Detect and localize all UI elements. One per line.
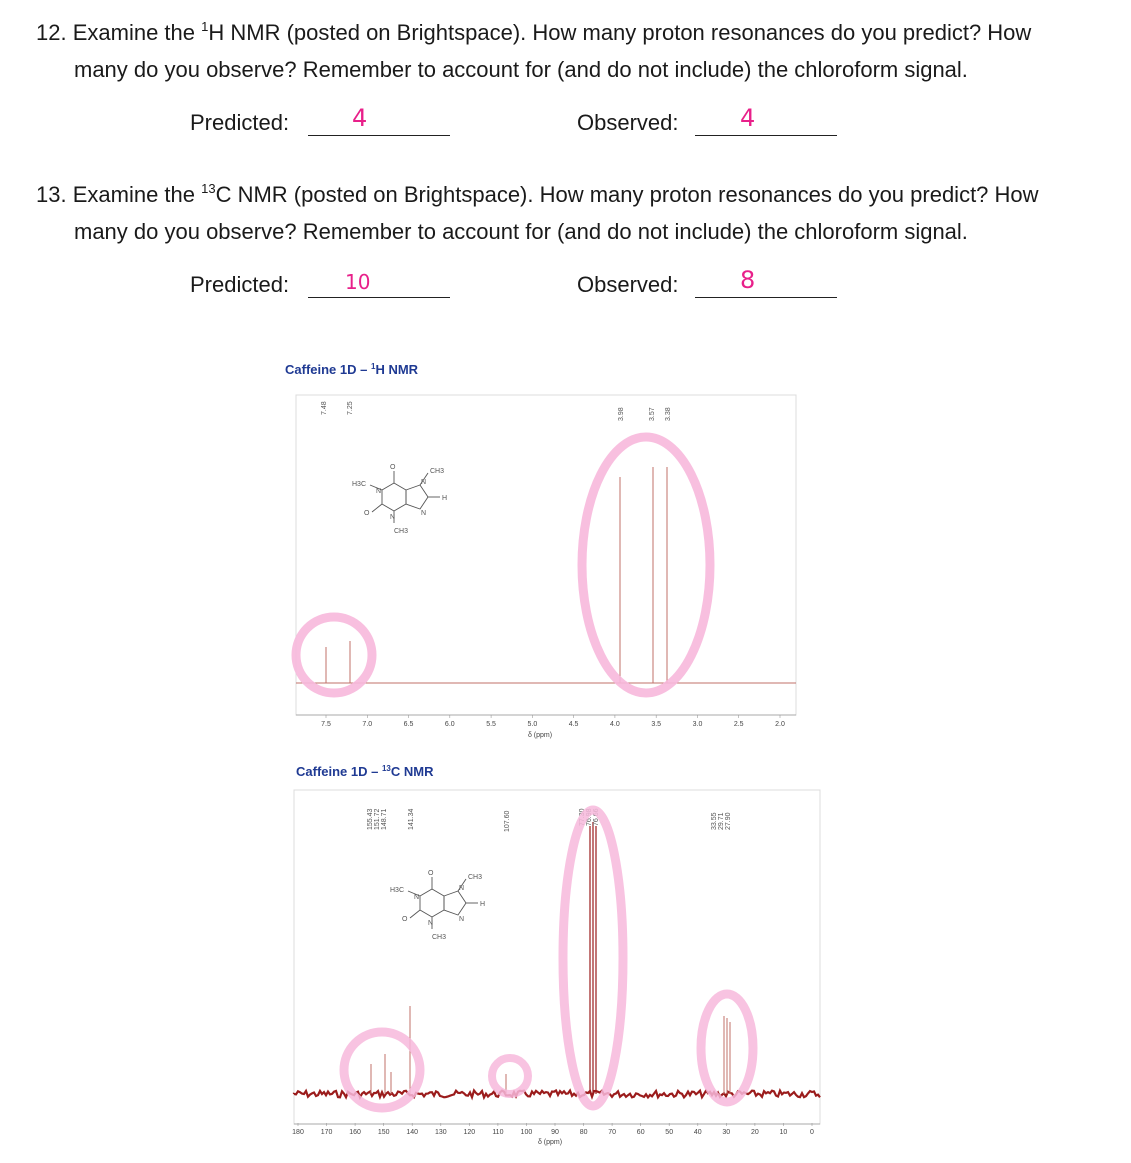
question-12 xyxy=(36,14,1116,88)
c-struct-h3c: H3C xyxy=(390,887,405,894)
x-tick-label: 80 xyxy=(579,1129,588,1136)
x-tick-label: 160 xyxy=(349,1129,361,1136)
h-struct-ch3-bottom: CH3 xyxy=(394,528,409,535)
x-tick-label: 100 xyxy=(520,1129,533,1136)
x-tick-label: 170 xyxy=(320,1129,333,1136)
x-tick-label: 150 xyxy=(377,1129,390,1136)
x-tick-label: 90 xyxy=(551,1129,559,1136)
c-peak-label: 76.98 xyxy=(586,808,593,826)
x-tick-label: 3.0 xyxy=(692,721,703,728)
x-tick-label: 50 xyxy=(665,1129,674,1136)
h-struct-n: N xyxy=(421,479,427,486)
x-tick-label: 110 xyxy=(492,1129,504,1136)
q12-observed-answer: 4 xyxy=(740,104,756,132)
c-nmr-title-sup: 13 xyxy=(381,764,391,773)
x-tick-label: 30 xyxy=(722,1129,731,1136)
x-tick-label: 6.0 xyxy=(444,721,455,728)
h-peak-label: 7.48 xyxy=(321,401,328,415)
x-tick-label: 20 xyxy=(751,1129,759,1136)
c-struct-n: N xyxy=(459,916,465,923)
h-nmr-title-post: H NMR xyxy=(375,362,419,377)
c-annotation-aromatic xyxy=(344,1032,420,1108)
c-struct-ch3-top: CH3 xyxy=(468,874,483,881)
x-tick-label: 5.5 xyxy=(486,721,496,728)
q13-observed-label: Observed: xyxy=(577,272,679,297)
h-struct-h: H xyxy=(442,495,448,502)
x-tick-label: 6.5 xyxy=(403,721,414,728)
h-struct-h3c: H3C xyxy=(352,481,367,488)
x-tick-label: 7.5 xyxy=(321,721,331,728)
c-peak-label: 151.72 xyxy=(374,808,381,830)
h-struct-o-left: O xyxy=(364,510,370,517)
question-13-number: 13. xyxy=(36,182,67,207)
x-tick-label: 2.0 xyxy=(775,721,785,728)
h-annotation-methyls xyxy=(582,437,710,693)
c-struct-o-left: O xyxy=(402,916,408,923)
question-13 xyxy=(36,176,1116,250)
question-12-line2: many do you observe? Remember to account for (and do not include) the chloroform signal. xyxy=(74,57,968,82)
c-annotation-107 xyxy=(492,1058,528,1094)
x-tick-label: 70 xyxy=(608,1129,616,1136)
h-nmr-title xyxy=(285,362,418,377)
q13-observed-answer: 8 xyxy=(740,266,756,294)
c-struct-n: N xyxy=(414,894,420,901)
c-peak-label: 155.43 xyxy=(367,808,374,830)
question-12-text-a: Examine the xyxy=(72,20,202,45)
c-peak-label: 27.90 xyxy=(725,812,732,830)
c-x-label: δ (ppm) xyxy=(537,1139,563,1146)
c-struct-n: N xyxy=(428,920,434,927)
x-tick-label: 3.5 xyxy=(651,721,662,728)
h-peak-label: 7.25 xyxy=(347,401,354,415)
h-peak-label: 3.57 xyxy=(649,407,656,421)
c-peak-label: 148.71 xyxy=(381,808,388,830)
c-nmr-title-pre: Caffeine 1D – xyxy=(296,764,382,779)
x-tick-label: 7.0 xyxy=(362,721,373,728)
c-peak-label: 76.66 xyxy=(593,808,600,826)
x-tick-label: 5.0 xyxy=(527,721,538,728)
q12-predicted-blank[interactable] xyxy=(308,109,450,136)
q13-observed-blank[interactable] xyxy=(695,271,837,298)
c-caffeine-structure xyxy=(408,877,478,929)
h-peak-label: 3.98 xyxy=(618,407,625,421)
h-struct-o-top: O xyxy=(390,464,396,471)
c-peak-label: 141.34 xyxy=(408,808,415,830)
x-tick-label: 130 xyxy=(434,1129,447,1136)
q12-observed-label: Observed: xyxy=(577,110,679,135)
x-tick-label: 4.5 xyxy=(568,721,579,728)
h-struct-n: N xyxy=(390,514,396,521)
c-nmr-frame xyxy=(294,790,820,1124)
x-tick-label: 120 xyxy=(463,1129,476,1136)
q13-predicted-answer: 10 xyxy=(345,270,371,294)
x-tick-label: 4.0 xyxy=(610,721,620,728)
h-struct-n: N xyxy=(421,510,427,517)
c-peak-label: 77.30 xyxy=(579,808,586,826)
q13-predicted-blank[interactable] xyxy=(308,271,450,298)
h-x-label: δ (ppm) xyxy=(527,732,553,739)
c-struct-n: N xyxy=(459,885,465,892)
h-nmr-title-pre: Caffeine 1D – xyxy=(285,362,371,377)
c-peak-label: 33.55 xyxy=(711,812,718,830)
q12-predicted-answer: 4 xyxy=(352,104,368,132)
x-tick-label: 140 xyxy=(406,1129,419,1136)
x-tick-label: 40 xyxy=(693,1129,702,1136)
c-nmr-title-post: C NMR xyxy=(390,764,434,779)
question-12-text-b: H NMR (posted on Brightspace). How many proton resonances do you predict? How xyxy=(208,20,1032,45)
q12-predicted-label: Predicted: xyxy=(190,110,290,135)
c-struct-o-top: O xyxy=(428,870,434,877)
h-nmr-title-sup: 1 xyxy=(370,362,376,371)
x-tick-label: 60 xyxy=(636,1129,645,1136)
c-peak-label: 29.71 xyxy=(718,812,725,830)
c-nmr-spectrum xyxy=(288,786,828,1158)
h-nmr-spectrum xyxy=(290,385,810,745)
h-caffeine-structure xyxy=(370,471,440,523)
q13-predicted-label: Predicted: xyxy=(190,272,290,297)
question-13-line2: many do you observe? Remember to account for (and do not include) the chloroform signal. xyxy=(74,219,968,244)
h-struct-n: N xyxy=(376,488,382,495)
c-nmr-title xyxy=(296,764,434,779)
q12-observed-blank[interactable] xyxy=(695,109,837,136)
question-13-text-a: Examine the xyxy=(72,182,202,207)
x-tick-label: 2.5 xyxy=(733,721,744,728)
c-struct-ch3-bottom: CH3 xyxy=(432,934,447,941)
c-peak-label: 107.60 xyxy=(504,810,511,832)
question-13-sup: 13 xyxy=(201,181,216,196)
question-12-sup: 1 xyxy=(201,19,209,34)
h-struct-ch3-top: CH3 xyxy=(430,468,445,475)
x-tick-label: 180 xyxy=(292,1129,304,1136)
question-13-text-b: C NMR (posted on Brightspace). How many proton resonances do you predict? How xyxy=(215,182,1039,207)
h-annotation-aromatic xyxy=(296,617,372,693)
h-peak-label: 3.38 xyxy=(665,407,672,421)
x-tick-label: 10 xyxy=(779,1129,788,1136)
question-12-number: 12. xyxy=(36,20,67,45)
x-tick-label: 0 xyxy=(810,1129,814,1136)
c-struct-h: H xyxy=(480,901,486,908)
